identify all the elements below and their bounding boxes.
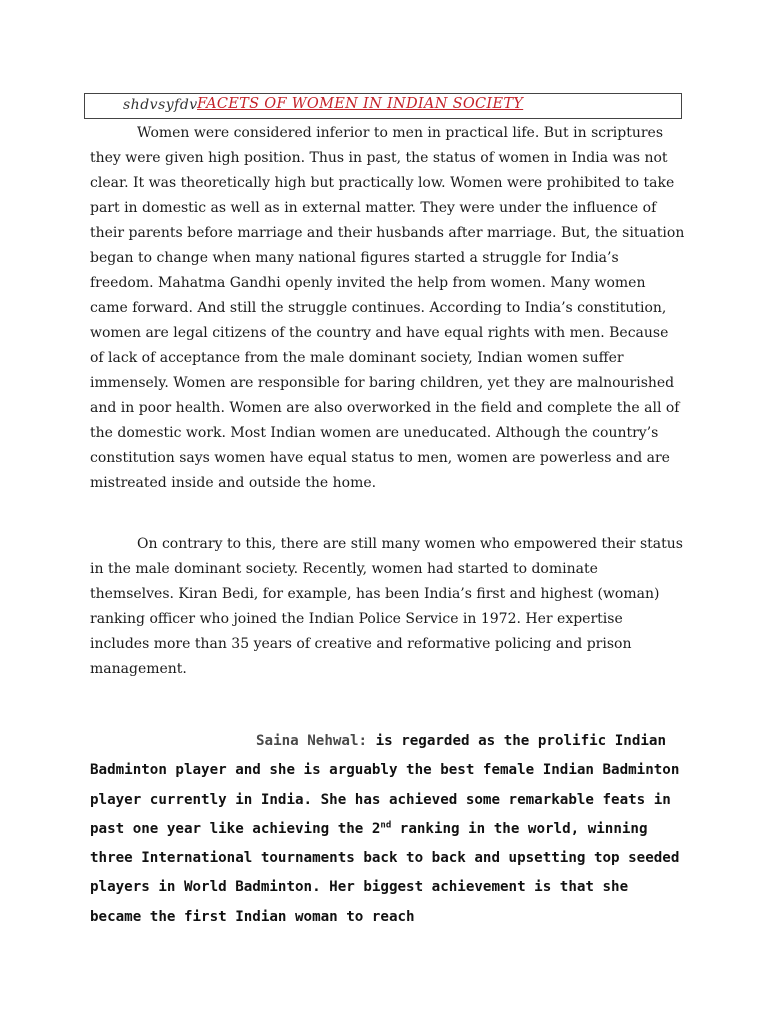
paragraph-empowered-women: On contrary to this, there are still many women who empowered their status in the male dominant society. Recently, women had started to dominate themselves. Kiran Bedi, for example, has been India’s first and highest (woman) ranking officer who joined the Indian Police Service in 1972. Her expertise includes more than 35 years of creative and reformative policing and prison management. bbox=[90, 536, 683, 677]
paragraph-saina-nehwal bbox=[90, 727, 685, 932]
saina-text-part-1: is regarded as the prolific Indian Badminton player and she is arguably the best female Indian Badminton player currently in India. She has achieved some remarkable feats in past one year like achieving the 2 bbox=[90, 733, 680, 837]
paragraph-status-of-women: Women were considered inferior to men in practical life. But in scriptures they were given high position. Thus in past, the status of women in India was not clear. It was theoretically high but practically low. Women were prohibited to take part in domestic as well as in external matter. They were under the influence of their parents before marriage and their husbands after marriage. But, the situation began to change when many national figures started a struggle for India’s freedom. Mahatma Gandhi openly invited the help from women. Many women came forward. And still the struggle continues. According to India’s constitution, women are legal citizens of the country and have equal rights with men. Because of lack of acceptance from the male dominant society, Indian women suffer immensely. Women are responsible for baring children, yet they are malnourished and in poor health. Women are also overworked in the field and complete the all of the domestic work. Most Indian women are uneducated. Although the country’s constitution says women have equal status to men, women are powerless and are mistreated inside and outside the home. bbox=[90, 125, 685, 491]
title-prefix: shdvsyfdv bbox=[123, 97, 198, 113]
saina-name: Saina Nehwal: bbox=[256, 733, 368, 749]
ordinal-superscript: nd bbox=[380, 820, 392, 831]
saina-text-part-2: ranking in the world, winning three International tournaments back to back and upsetting top seeded players in World Badminton. Her biggest achievement is that she became the first Indian woman to reach bbox=[90, 820, 680, 925]
title-box bbox=[84, 93, 682, 119]
document-title: FACETS OF WOMEN IN INDIAN SOCIETY bbox=[197, 96, 524, 112]
